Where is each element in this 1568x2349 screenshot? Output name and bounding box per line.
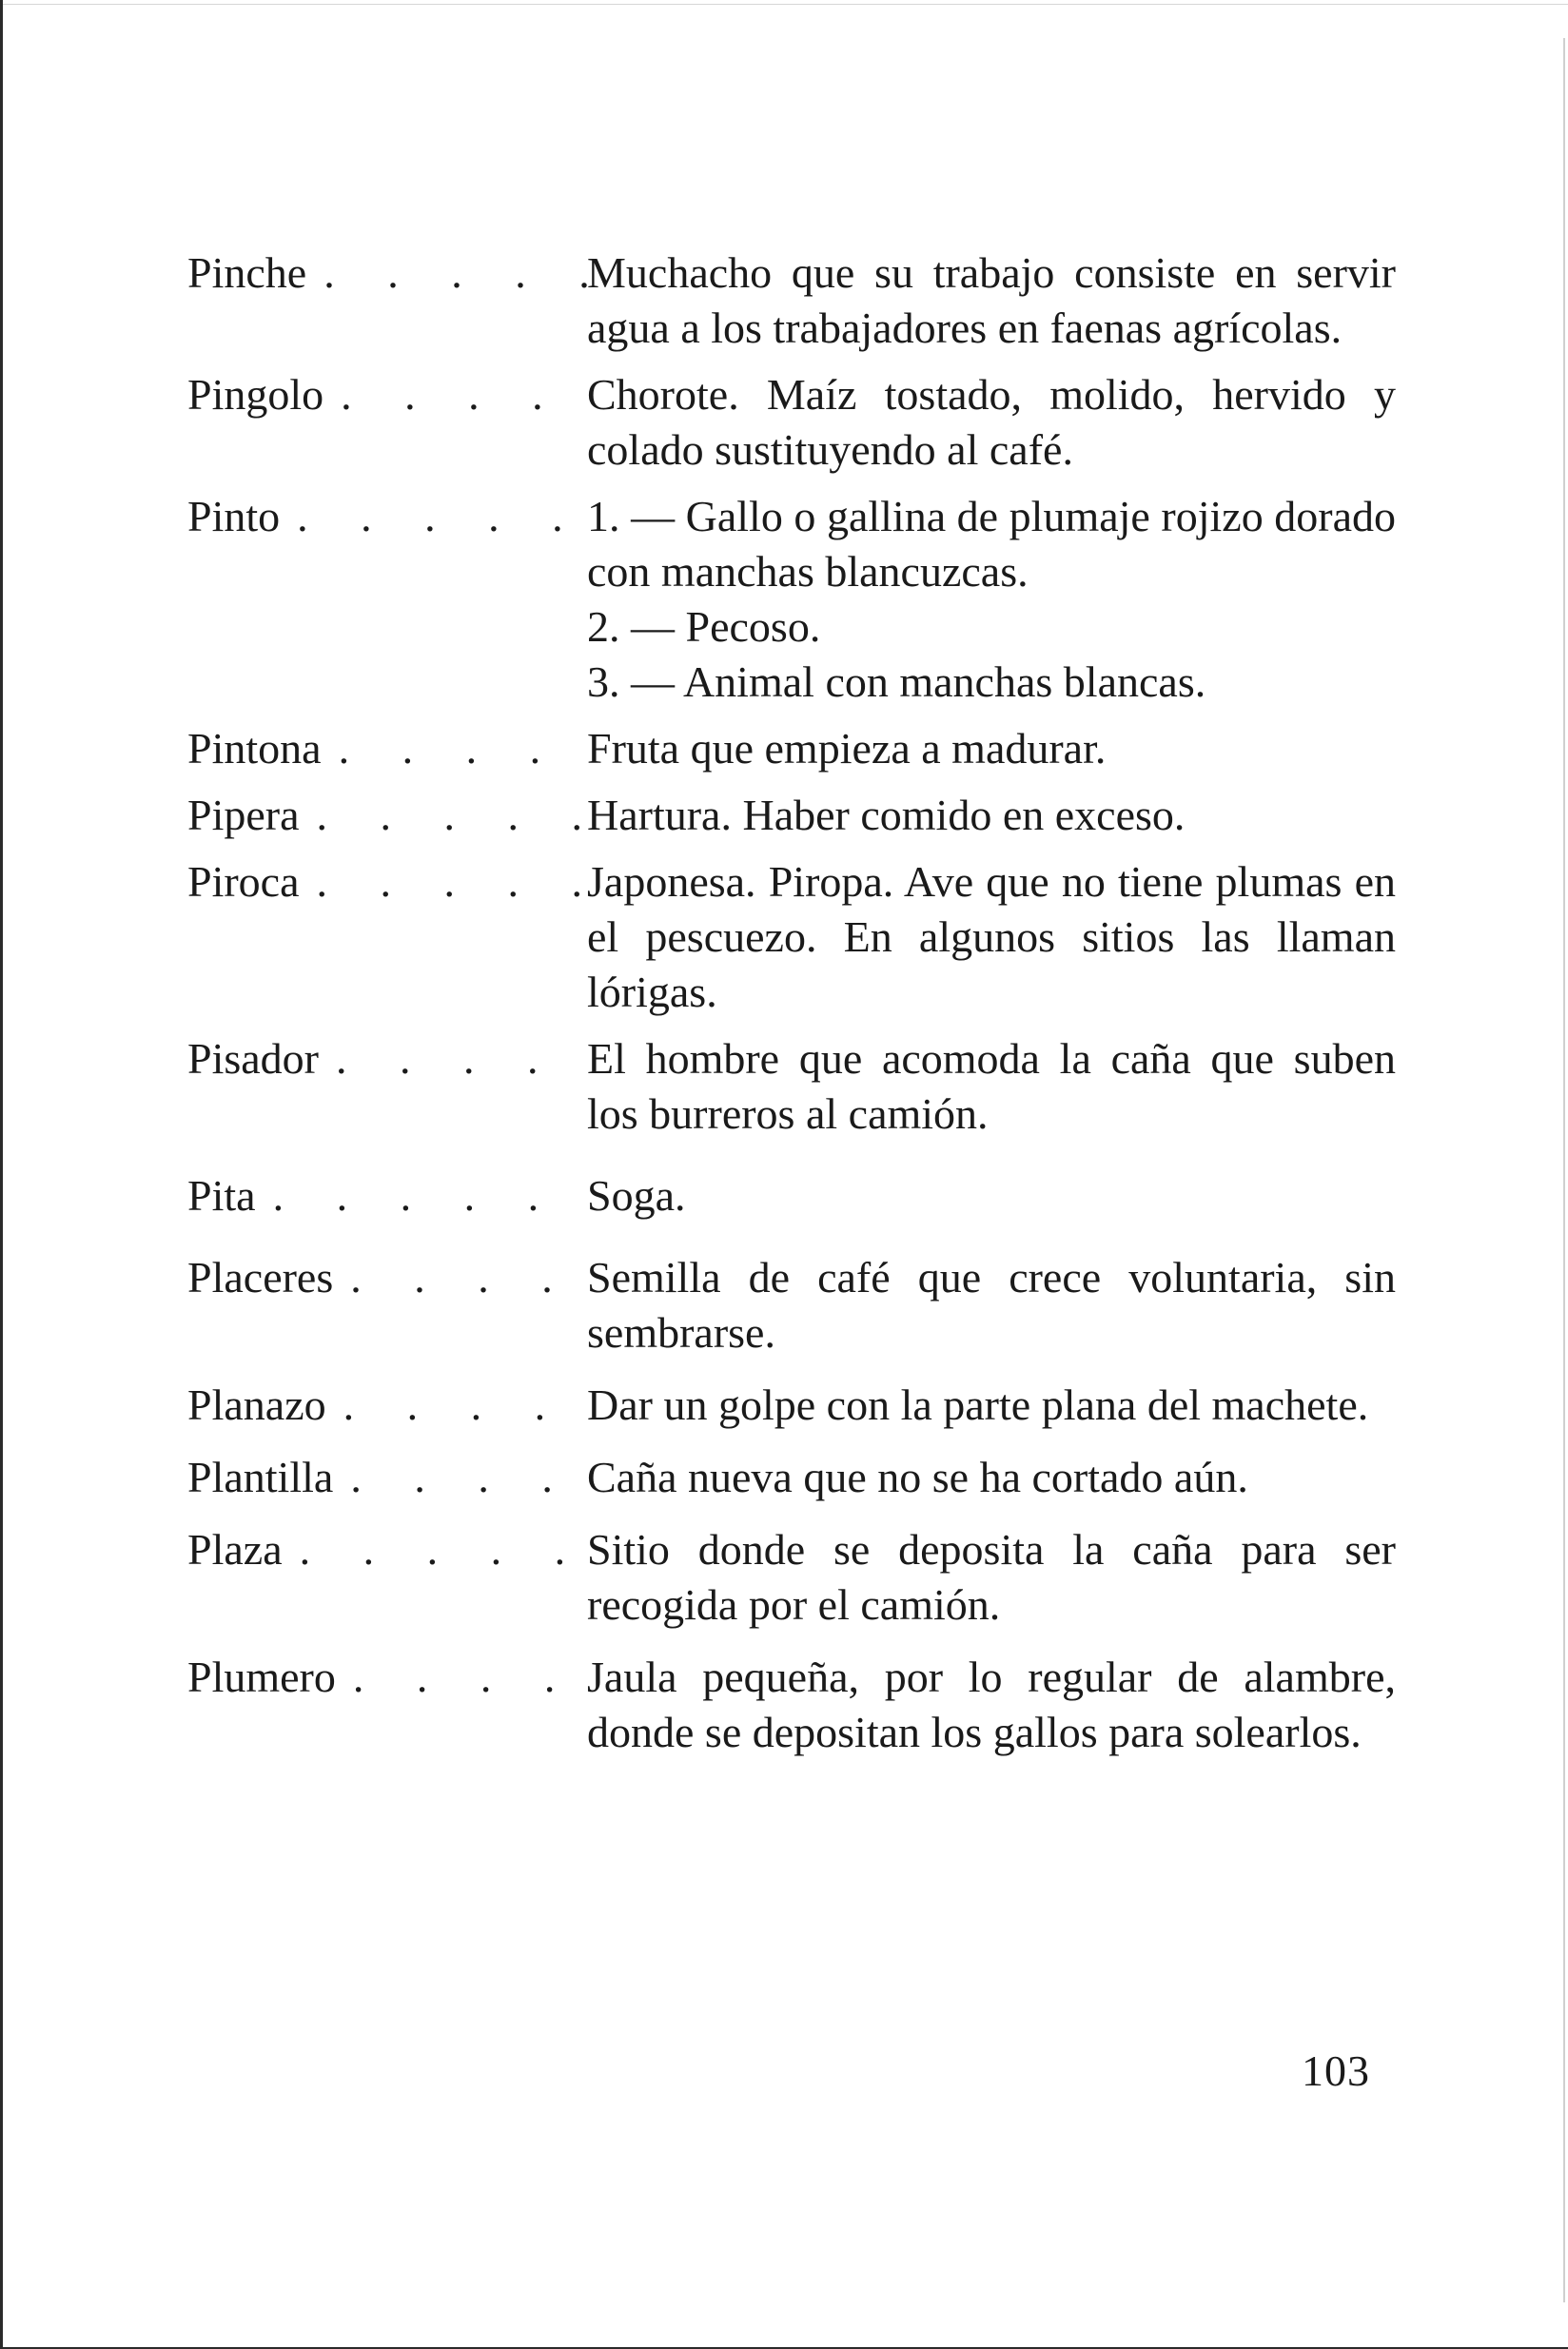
- glossary-entry: [187, 1378, 1396, 1433]
- dot-leader: [319, 1031, 587, 1086]
- entry-definition: [587, 1450, 1396, 1505]
- definition-text: 2. — Pecoso.: [587, 602, 821, 651]
- page-right-edge: [1563, 38, 1565, 2302]
- term-column: [187, 1250, 587, 1305]
- entry-term: Planazo: [187, 1380, 326, 1429]
- entry-term: Pinche: [187, 248, 307, 297]
- dot-leader: [322, 721, 587, 776]
- glossary-entry: [187, 489, 1396, 710]
- glossary-entry: [187, 1031, 1396, 1142]
- glossary-entries: [187, 245, 1396, 1760]
- entry-term: Placeres: [187, 1253, 334, 1302]
- entry-definition: [587, 854, 1396, 1020]
- term-column: [187, 1522, 587, 1577]
- definition-text: Hartura. Haber comido en exceso.: [587, 791, 1186, 839]
- term-column: [187, 367, 587, 422]
- definition-text: Caña nueva que no se ha cortado aún.: [587, 1453, 1248, 1501]
- definition-text: Fruta que empieza a madurar.: [587, 724, 1107, 773]
- term-column: [187, 1650, 587, 1705]
- entry-definition: [587, 367, 1396, 478]
- term-column: [187, 854, 587, 910]
- glossary-entry: [187, 1650, 1396, 1760]
- dot-leader: [306, 245, 587, 301]
- entry-definition: [587, 1031, 1396, 1142]
- entry-definition: [587, 1168, 1396, 1223]
- entry-term: Piroca: [187, 857, 300, 906]
- term-column: [187, 1168, 587, 1223]
- term-column: [187, 1031, 587, 1086]
- definition-text: Dar un golpe con la parte plana del machete.: [587, 1380, 1369, 1429]
- entry-term: Pintona: [187, 724, 322, 773]
- entry-definition: [587, 1650, 1396, 1760]
- entry-definition: [587, 489, 1396, 710]
- entry-definition: [587, 1522, 1396, 1633]
- term-column: [187, 1378, 587, 1433]
- definition-text: 1. — Gallo o gallina de plumaje rojizo dorado con manchas blancuzcas.: [587, 492, 1396, 596]
- definition-text: El hombre que acomoda la caña que suben los burreros al camión.: [587, 1034, 1396, 1138]
- dot-leader: [300, 788, 587, 843]
- entry-definition: [587, 788, 1396, 843]
- entry-definition: [587, 1250, 1396, 1360]
- term-column: [187, 489, 587, 544]
- entry-term: Plaza: [187, 1525, 283, 1574]
- entry-term: Pingolo: [187, 370, 324, 419]
- entry-definition: [587, 245, 1396, 356]
- entry-definition: [587, 1378, 1396, 1433]
- entry-term: Pipera: [187, 791, 300, 839]
- term-column: [187, 788, 587, 843]
- definition-text: Chorote. Maíz tostado, molido, hervido y colado sustituyendo al café.: [587, 370, 1396, 474]
- definition-text: Sitio donde se deposita la caña para ser recogida por el camión.: [587, 1525, 1396, 1629]
- glossary-entry: [187, 1168, 1396, 1223]
- dot-leader: [283, 1522, 587, 1577]
- entry-term: Pinto: [187, 492, 281, 540]
- definition-text: Jaula pequeña, por lo regular de alambre, donde se depositan los gallos para solearlos.: [587, 1653, 1396, 1756]
- entry-term: Plantilla: [187, 1453, 334, 1501]
- glossary-entry: [187, 788, 1396, 843]
- page-number: 103: [1302, 2046, 1370, 2095]
- definition-text: Semilla de café que crece voluntaria, sin sembrarse.: [587, 1253, 1396, 1357]
- entry-term: Pisador: [187, 1034, 319, 1083]
- definition-text: 3. — Animal con manchas blancas.: [587, 657, 1206, 706]
- glossary-entry: [187, 721, 1396, 776]
- definition-text: Japonesa. Piropa. Ave que no tiene plumas en el pescuezo. En algunos sitios las llaman lórigas.: [587, 857, 1396, 1016]
- dot-leader: [256, 1168, 587, 1223]
- glossary-entry: [187, 245, 1396, 356]
- definition-text: Muchacho que su trabajo consiste en servir agua a los trabajadores en faenas agrícolas.: [587, 248, 1396, 352]
- term-column: [187, 721, 587, 776]
- dot-leader: [326, 1378, 587, 1433]
- dot-leader: [333, 1250, 587, 1305]
- glossary-entry: [187, 1522, 1396, 1633]
- entry-term: Pita: [187, 1171, 256, 1220]
- term-column: [187, 245, 587, 301]
- dot-leader: [323, 367, 587, 422]
- entry-definition: [587, 721, 1396, 776]
- term-column: [187, 1450, 587, 1505]
- dot-leader: [280, 489, 587, 544]
- glossary-entry: [187, 854, 1396, 1020]
- glossary-entry: [187, 1450, 1396, 1505]
- dot-leader: [333, 1450, 587, 1505]
- glossary-entry: [187, 367, 1396, 478]
- dot-leader: [300, 854, 587, 910]
- page-top-edge: [3, 4, 1568, 5]
- definition-text: Soga.: [587, 1171, 686, 1220]
- glossary-entry: [187, 1250, 1396, 1360]
- entry-term: Plumero: [187, 1653, 336, 1701]
- dot-leader: [336, 1650, 587, 1705]
